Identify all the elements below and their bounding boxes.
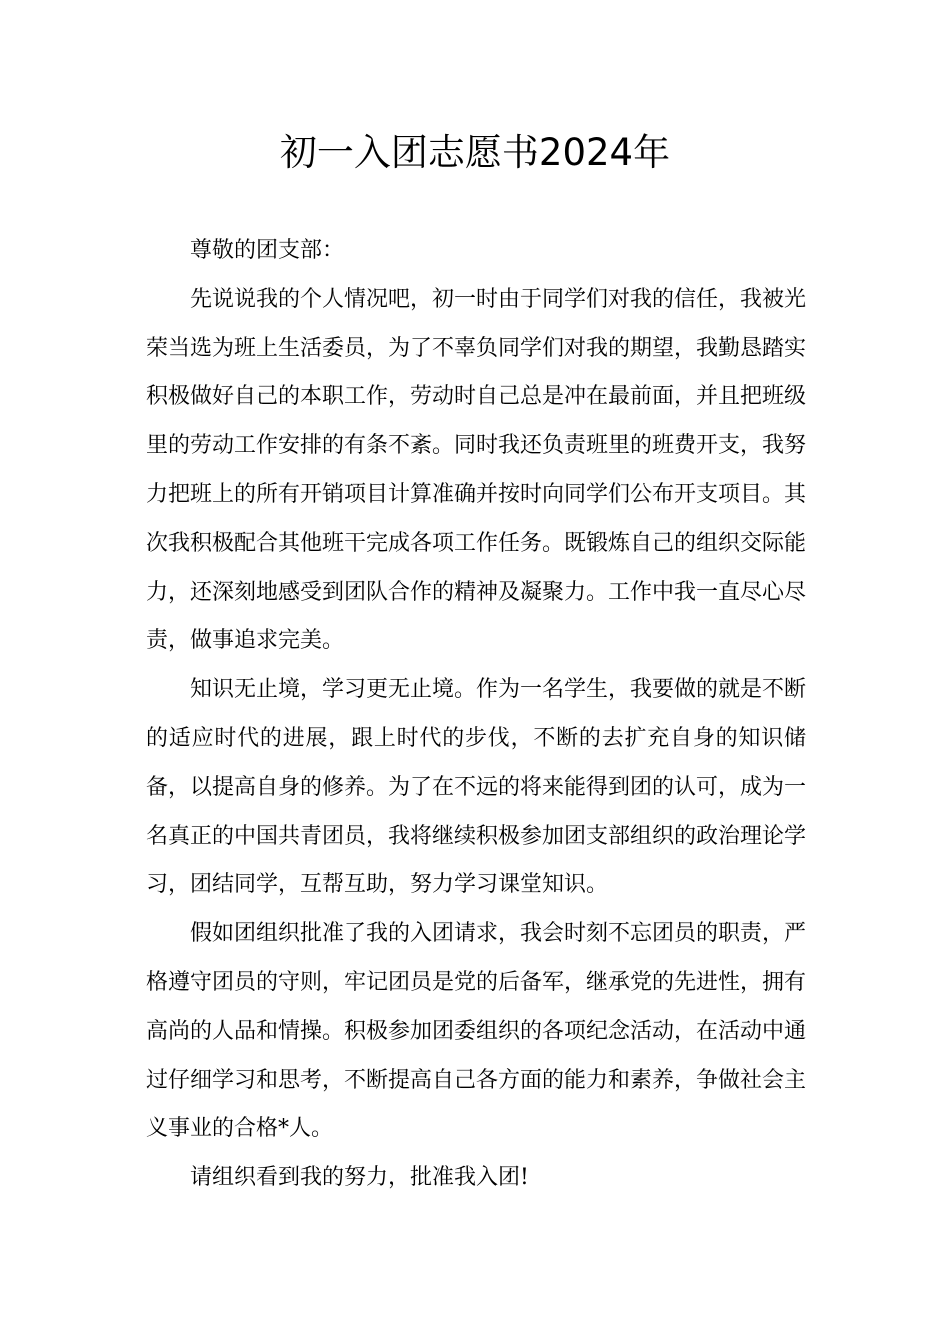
paragraph-1: 先说说我的个人情况吧，初一时由于同学们对我的信任，我被光荣当选为班上生活委员，为了不辜负同学们对我的期望，我勤恳踏实积极做好自己的本职工作，劳动时自己总是冲在最前面，并且把班级里的劳动工作安排的有条不紊。同时我还负责班里的班费开支，我努力把班上的所有开销项目计算准确并按时向同学们公布开支项目。其次我积极配合其他班干完成各项工作任务。既锻炼自己的组织交际能力，还深刻地感受到团队合作的精神及凝聚力。工作中我一直尽心尽责，做事追求完美。 (146, 286, 807, 654)
paragraph-4: 请组织看到我的努力，批准我入团! (190, 1165, 529, 1191)
salutation: 尊敬的团支部： (190, 238, 345, 263)
paragraph-2: 知识无止境，学习更无止境。作为一名学生，我要做的就是不断的适应时代的进展，跟上时代的步伐，不断的去扩充自身的知识储备，以提高自身的修养。为了在不远的将来能得到团的认可，成为一名真正的中国共青团员，我将继续积极参加团支部组织的政治理论学习，团结同学，互帮互助，努力学习课堂知识。 (146, 677, 807, 898)
paragraph-3: 假如团组织批准了我的入团请求，我会时刻不忘团员的职责，严格遵守团员的守则，牢记团员是党的后备军，继承党的先进性，拥有高尚的人品和情操。积极参加团委组织的各项纪念活动，在活动中通过仔细学习和思考，不断提高自己各方面的能力和素养，争做社会主义事业的合格*人。 (146, 921, 807, 1142)
document-body (146, 227, 806, 1203)
document-title: 初一入团志愿书2024年 (279, 131, 671, 174)
